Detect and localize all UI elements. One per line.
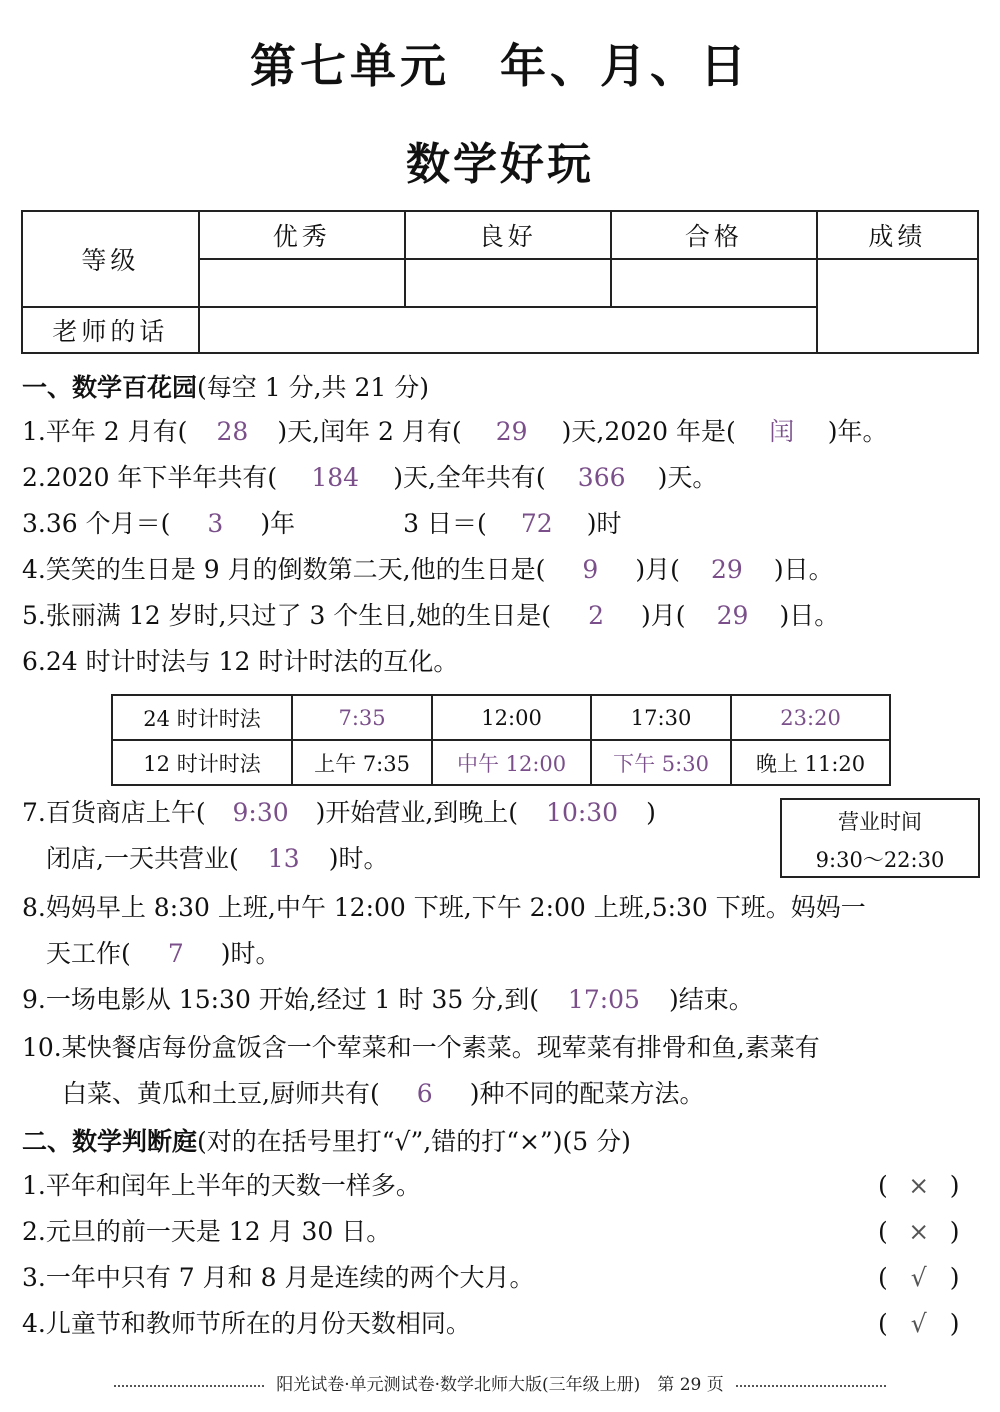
q10-text-2: 白菜、黄瓜和土豆,厨师共有( xyxy=(62,1079,380,1108)
question-10-line-1 xyxy=(22,1030,820,1066)
business-hours-box xyxy=(780,798,980,878)
footer-divider-left xyxy=(114,1385,264,1387)
q4-text-1: 4.笑笑的生日是 9 月的倒数第二天,他的生日是( xyxy=(22,555,546,584)
time-conversion-table xyxy=(111,694,891,786)
section2-heading xyxy=(22,1122,631,1158)
q10-text-1: 10.某快餐店每份盒饭含一个荤菜和一个素菜。现荤菜有排骨和鱼,素菜有 xyxy=(22,1033,820,1062)
page-subtitle: 数学好玩 xyxy=(406,139,594,190)
judgment-text: 2.元旦的前一天是 12 月 30 日。 xyxy=(22,1217,392,1246)
question-2 xyxy=(22,460,717,496)
q5-text-1: 5.张丽满 12 岁时,只过了 3 个生日,她的生日是( xyxy=(22,601,552,630)
judgment-2 xyxy=(22,1214,391,1250)
q4-text-2: )月( xyxy=(635,555,680,584)
q4-text-3: )日。 xyxy=(773,555,834,584)
footer-text: 阳光试卷·单元测试卷·数学北师大版(三年级上册) 第 29 页 xyxy=(276,1375,724,1395)
question-8-line-1 xyxy=(22,890,866,926)
judgment-4-answer: ( √ ) xyxy=(878,1306,960,1342)
question-5 xyxy=(22,598,839,634)
conv-cell: 12:00 xyxy=(432,695,591,740)
judgment-4 xyxy=(22,1306,471,1342)
q7-answer-3: 13 xyxy=(267,844,300,873)
q3-text-4: )时 xyxy=(586,509,622,538)
q9-text-1: 9.一场电影从 15:30 开始,经过 1 时 35 分,到( xyxy=(22,985,539,1014)
q5-answer-2: 29 xyxy=(716,601,749,630)
q7-text-2: )开始营业,到晚上( xyxy=(315,798,519,827)
judgment-3 xyxy=(22,1260,534,1296)
q2-text-2: )天,全年共有( xyxy=(393,463,546,492)
q4-answer-2: 29 xyxy=(710,555,743,584)
grade-col-excellent: 优秀 xyxy=(199,211,405,259)
conv-cell: 17:30 xyxy=(591,695,731,740)
question-4 xyxy=(22,552,834,588)
q2-text-3: )天。 xyxy=(657,463,718,492)
q9-text-2: )结束。 xyxy=(668,985,754,1014)
judgment-mark: √ xyxy=(910,1263,927,1292)
grade-cell-good xyxy=(405,259,611,307)
q1-text-2: )天,闰年 2 月有( xyxy=(277,417,462,446)
q5-text-3: )日。 xyxy=(779,601,840,630)
question-3 xyxy=(22,506,622,542)
conv-cell: 上午 7:35 xyxy=(292,740,432,785)
q5-answer-1: 2 xyxy=(588,601,604,630)
page-title: 第七单元 年、月、日 xyxy=(250,39,750,93)
section1-note: (每空 1 分,共 21 分) xyxy=(197,373,429,402)
conv-cell: 23:20 xyxy=(731,695,890,740)
q7-text-1: 7.百货商店上午( xyxy=(22,798,206,827)
judgment-1 xyxy=(22,1168,421,1204)
q1-answer-3: 闰 xyxy=(769,417,795,446)
q1-answer-1: 28 xyxy=(216,417,249,446)
q8-answer-1: 7 xyxy=(167,939,184,968)
conv-cell: 中午 12:00 xyxy=(432,740,591,785)
section1-heading xyxy=(22,368,429,404)
q1-text-3: )天,2020 年是( xyxy=(561,417,736,446)
judgment-2-answer: ( × ) xyxy=(878,1214,960,1250)
conv-cell: 晚上 11:20 xyxy=(731,740,890,785)
q4-answer-1: 9 xyxy=(582,555,599,584)
score-cell xyxy=(817,259,978,353)
teacher-comment-cell xyxy=(199,307,817,353)
footer-divider-right xyxy=(736,1385,886,1387)
question-7-line-2 xyxy=(46,841,388,877)
q8-text-1: 8.妈妈早上 8:30 上班,中午 12:00 下班,下午 2:00 上班,5:30 下班。妈妈一 xyxy=(22,893,866,922)
judgment-text: 1.平年和闰年上半年的天数一样多。 xyxy=(22,1171,421,1200)
q2-answer-2: 366 xyxy=(577,463,626,492)
judgment-text: 4.儿童节和教师节所在的月份天数相同。 xyxy=(22,1309,471,1338)
grade-cell-pass xyxy=(611,259,817,307)
q6-text: 6.24 时计时法与 12 时计时法的互化。 xyxy=(22,647,459,676)
q8-text-2: 天工作( xyxy=(46,939,131,968)
judgment-mark: × xyxy=(908,1171,930,1200)
hours-box-value: 9:30～22:30 xyxy=(815,848,945,872)
section1-title: 一、数学百花园 xyxy=(22,373,198,402)
conv-cell: 7:35 xyxy=(292,695,432,740)
q3-text-3: 3 日＝( xyxy=(403,509,487,538)
q3-answer-1: 3 xyxy=(207,509,224,538)
judgment-mark: √ xyxy=(910,1309,927,1338)
question-7-line-1 xyxy=(22,795,656,831)
grade-table xyxy=(21,210,979,354)
question-10-line-2 xyxy=(62,1076,704,1112)
q3-text-2: )年 xyxy=(260,509,296,538)
q7-answer-1: 9:30 xyxy=(232,798,289,827)
question-6 xyxy=(22,644,458,680)
q10-text-3: )种不同的配菜方法。 xyxy=(469,1079,705,1108)
conv-row1-label: 24 时计时法 xyxy=(112,695,292,740)
conv-row2-label: 12 时计时法 xyxy=(112,740,292,785)
q5-text-2: )月( xyxy=(641,601,686,630)
hours-box-title: 营业时间 xyxy=(838,810,922,834)
question-9 xyxy=(22,982,754,1018)
question-8-line-2 xyxy=(46,936,281,972)
q7-text-3: ) xyxy=(646,798,656,827)
q9-answer-1: 17:05 xyxy=(567,985,640,1014)
q2-answer-1: 184 xyxy=(311,463,360,492)
question-1 xyxy=(22,414,887,450)
q2-text-1: 2.2020 年下半年共有( xyxy=(22,463,278,492)
teacher-comment-label: 老师的话 xyxy=(22,307,199,353)
judgment-1-answer: ( × ) xyxy=(878,1168,960,1204)
grade-cell-excellent xyxy=(199,259,405,307)
page-footer xyxy=(0,1370,1000,1395)
q3-answer-2: 72 xyxy=(520,509,553,538)
conv-cell: 下午 5:30 xyxy=(591,740,731,785)
q7-text-5: )时。 xyxy=(328,844,389,873)
q1-answer-2: 29 xyxy=(495,417,528,446)
q7-text-4: 闭店,一天共营业( xyxy=(46,844,239,873)
grade-col-pass: 合格 xyxy=(611,211,817,259)
judgment-text: 3.一年中只有 7 月和 8 月是连续的两个大月。 xyxy=(22,1263,535,1292)
q10-answer-1: 6 xyxy=(416,1079,433,1108)
q1-text-4: )年。 xyxy=(827,417,888,446)
section2-title: 二、数学判断庭 xyxy=(22,1127,198,1156)
judgment-mark: × xyxy=(908,1217,930,1246)
section2-note: (对的在括号里打“√”,错的打“×”)(5 分) xyxy=(197,1127,631,1156)
q7-answer-2: 10:30 xyxy=(546,798,619,827)
q3-text-1: 3.36 个月＝( xyxy=(22,509,171,538)
judgment-3-answer: ( √ ) xyxy=(878,1260,960,1296)
grade-label: 等级 xyxy=(22,211,199,307)
grade-col-good: 良好 xyxy=(405,211,611,259)
q8-text-3: )时。 xyxy=(220,939,281,968)
q1-text-1: 1.平年 2 月有( xyxy=(22,417,188,446)
grade-col-score: 成绩 xyxy=(817,211,978,259)
